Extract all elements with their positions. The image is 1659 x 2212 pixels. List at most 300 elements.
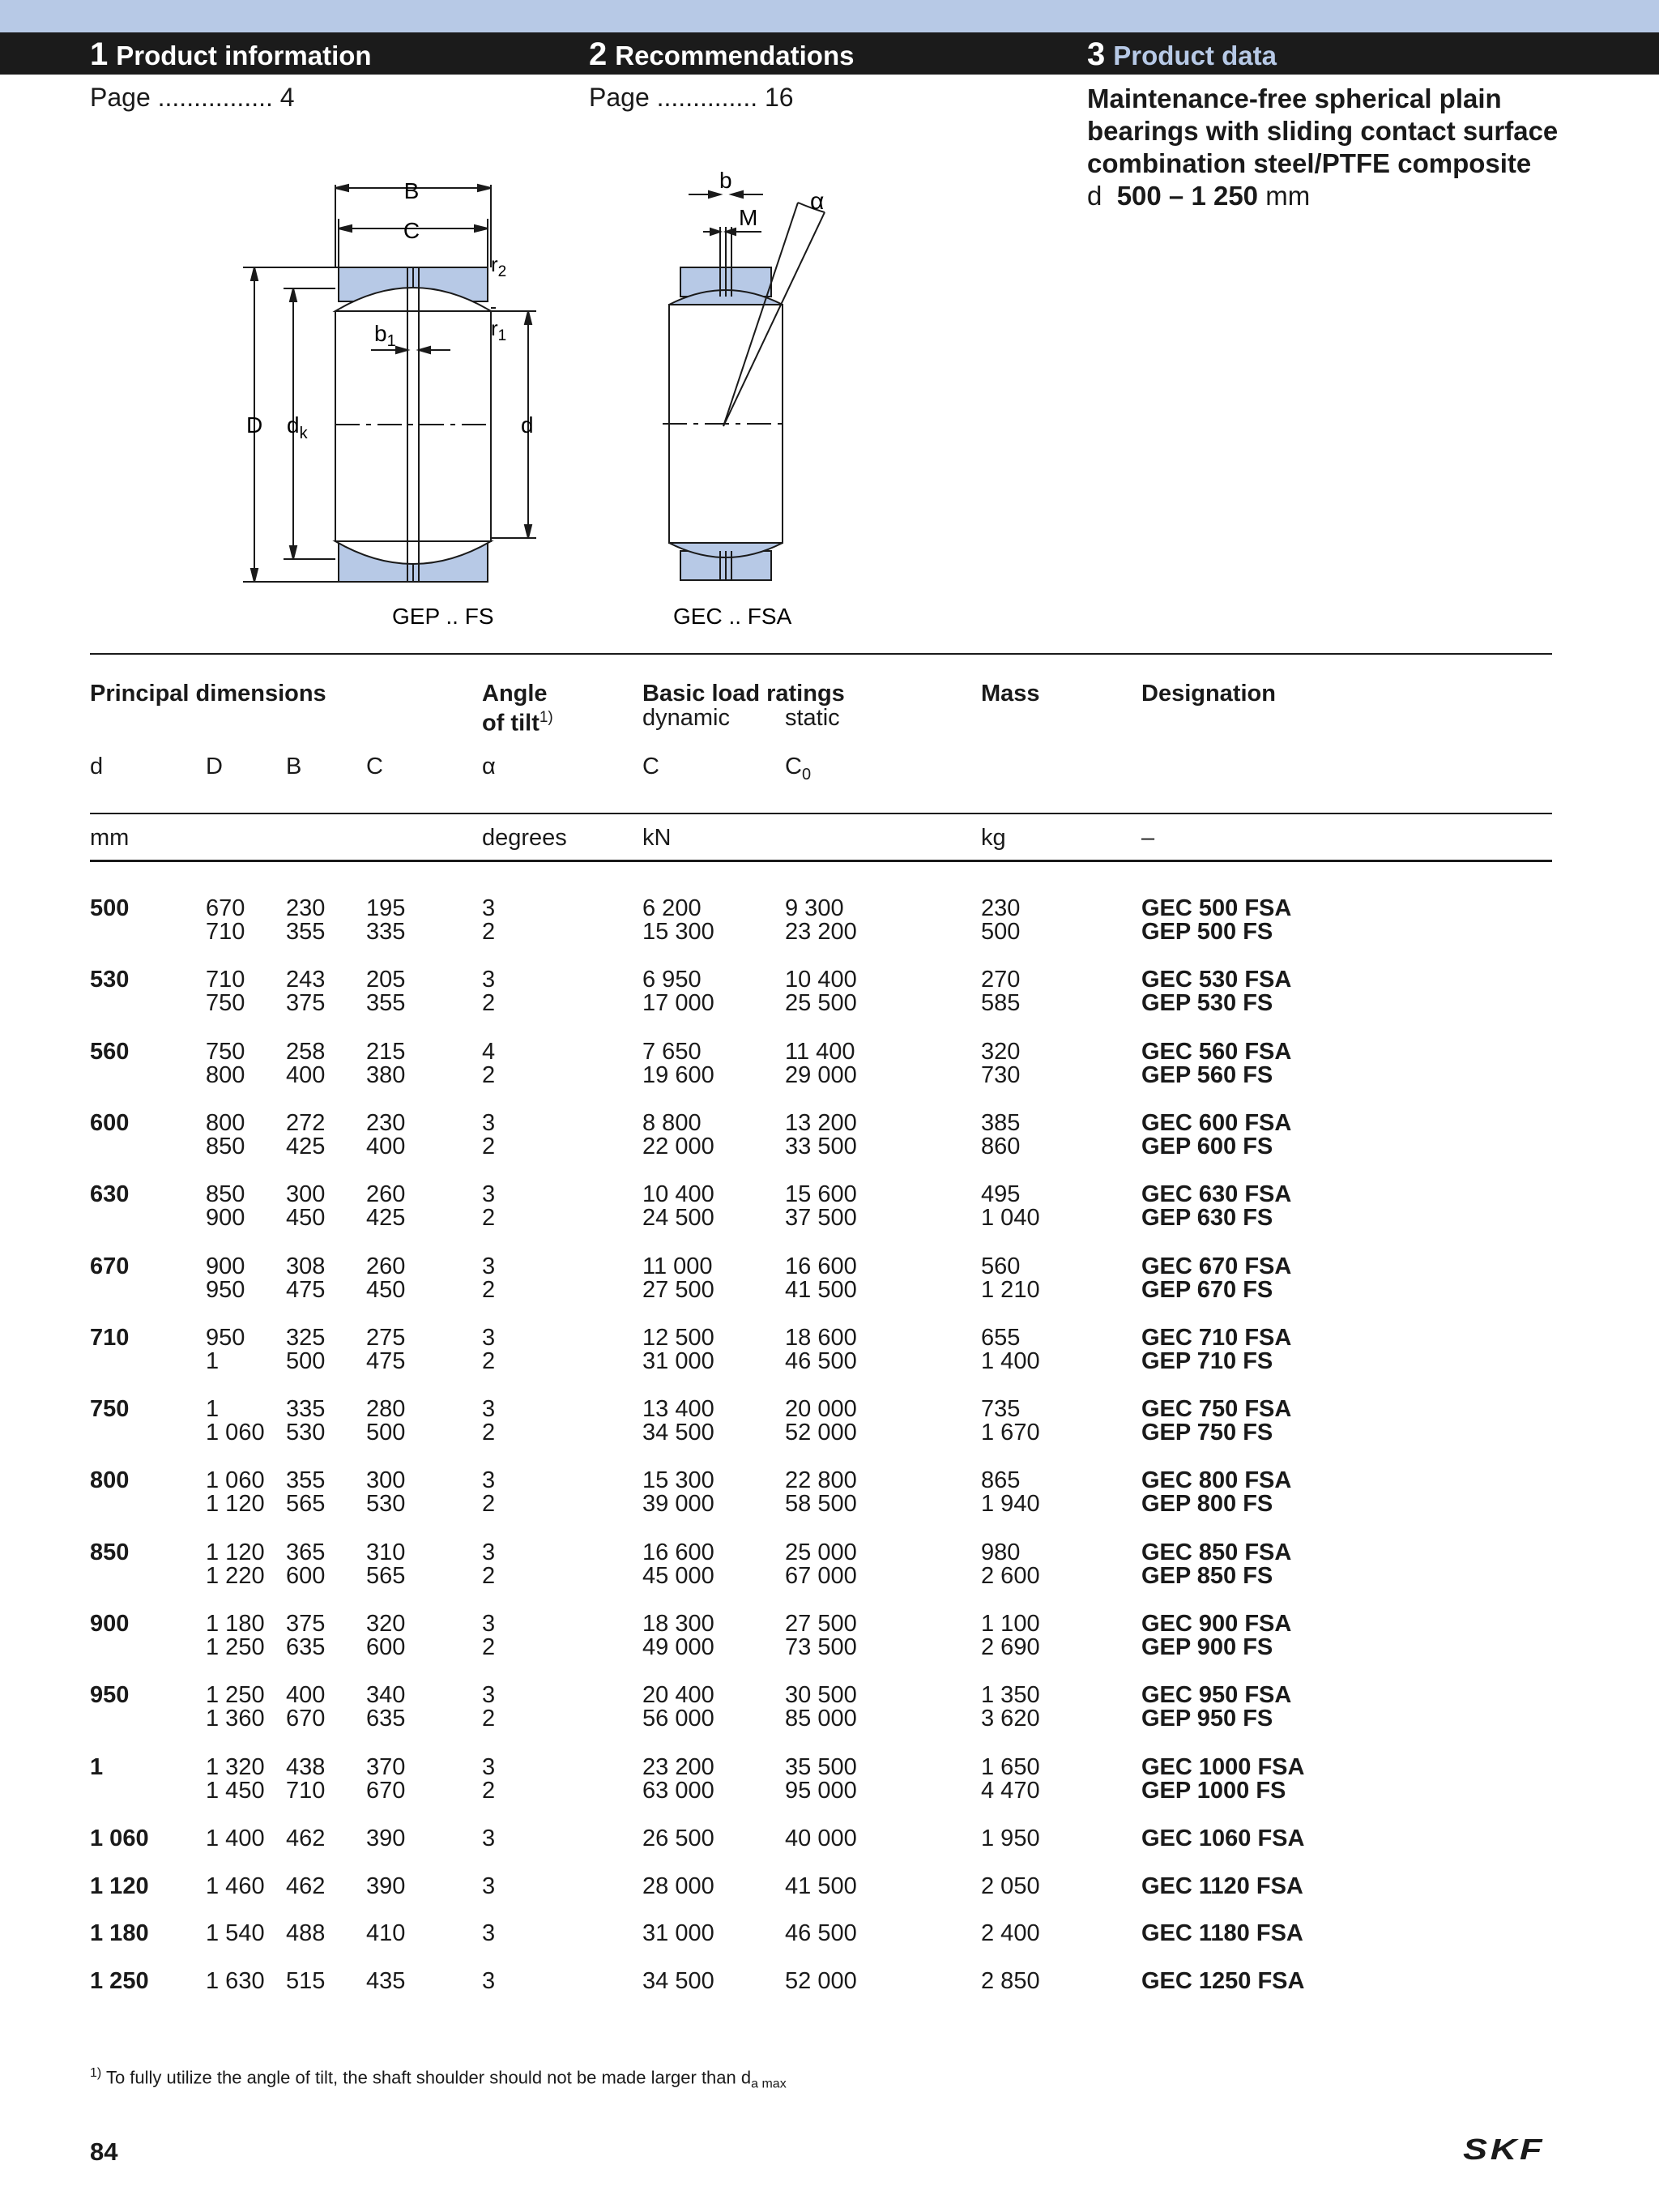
- cell-angle-of-tilt: 3: [482, 1253, 496, 1279]
- range-prefix: d: [1087, 181, 1102, 211]
- cell-designation: GEP 900 FS: [1141, 1634, 1273, 1660]
- cell-outer-diameter-D: 1 250: [206, 1682, 265, 1709]
- range-value: 500 – 1 250: [1116, 181, 1259, 211]
- cell-angle-of-tilt: 3: [482, 1181, 496, 1208]
- cell-dynamic-load: 17 000: [642, 990, 714, 1017]
- cell-designation: GEC 500 FSA: [1141, 895, 1292, 921]
- cell-width-C: 390: [366, 1825, 406, 1851]
- cell-angle-of-tilt: 2: [482, 1420, 496, 1446]
- cell-width-C: 450: [366, 1276, 406, 1303]
- cell-angle-of-tilt: 2: [482, 1491, 496, 1518]
- cell-static-load: 18 600: [785, 1324, 857, 1351]
- cell-outer-diameter-D: 1 060: [206, 1467, 265, 1494]
- cell-static-load: 10 400: [785, 967, 857, 993]
- cell-outer-diameter-D: 1 400: [206, 1825, 265, 1851]
- cell-dynamic-load: 6 950: [642, 967, 702, 993]
- cell-width-B: 355: [286, 919, 326, 945]
- top-color-band: [0, 0, 1659, 32]
- cell-width-C: 370: [366, 1753, 406, 1780]
- cell-bore-diameter-d: 530: [90, 967, 130, 993]
- nav-section-recommendations[interactable]: [589, 32, 854, 75]
- cell-designation: GEP 1000 FS: [1141, 1777, 1286, 1804]
- cell-width-C: 635: [366, 1706, 406, 1732]
- cell-mass: 2 400: [981, 1920, 1040, 1947]
- cell-width-C: 320: [366, 1611, 406, 1637]
- cell-width-C: 260: [366, 1181, 406, 1208]
- label-b1: $b_1$: [374, 321, 396, 350]
- footnote-subscript: a max: [751, 2077, 787, 2091]
- cell-bore-diameter-d: 500: [90, 895, 130, 921]
- cell-mass: 270: [981, 967, 1021, 993]
- nav-section-product-information[interactable]: [90, 32, 372, 75]
- cell-angle-of-tilt: 2: [482, 1562, 496, 1589]
- cell-designation: GEC 750 FSA: [1141, 1396, 1292, 1423]
- cell-outer-diameter-D: 1 180: [206, 1611, 265, 1637]
- cell-outer-diameter-D: 670: [206, 895, 245, 921]
- cell-width-C: 205: [366, 967, 406, 993]
- cell-bore-diameter-d: 750: [90, 1396, 130, 1423]
- nav-number: 3: [1087, 36, 1106, 72]
- cell-static-load: 35 500: [785, 1753, 857, 1780]
- cell-outer-diameter-D: 1 450: [206, 1777, 265, 1804]
- cell-outer-diameter-D: 900: [206, 1253, 245, 1279]
- cell-mass: 2 050: [981, 1873, 1040, 1899]
- label-M: M: [739, 205, 758, 230]
- cell-dynamic-load: 39 000: [642, 1491, 714, 1518]
- cell-mass: 1 350: [981, 1682, 1040, 1709]
- cell-dynamic-load: 23 200: [642, 1753, 714, 1780]
- page-number: 4: [279, 83, 295, 112]
- cell-designation: GEC 630 FSA: [1141, 1181, 1292, 1208]
- cell-designation: GEC 1250 FSA: [1141, 1968, 1305, 1994]
- cell-static-load: 25 500: [785, 990, 857, 1017]
- cell-width-C: 500: [366, 1420, 406, 1446]
- cell-designation: GEC 1180 FSA: [1141, 1920, 1303, 1947]
- cell-dynamic-load: 6 200: [642, 895, 702, 921]
- cell-static-load: 52 000: [785, 1420, 857, 1446]
- cell-dynamic-load: 15 300: [642, 1467, 714, 1494]
- label-alpha: α: [810, 188, 825, 215]
- cell-width-B: 462: [286, 1873, 326, 1899]
- symbol-C-dynamic: C: [642, 754, 659, 779]
- page-number: 16: [764, 83, 794, 112]
- cell-static-load: 95 000: [785, 1777, 857, 1804]
- header-designation: Designation: [1141, 681, 1276, 707]
- cell-outer-diameter-D: 1 460: [206, 1873, 265, 1899]
- cell-bore-diameter-d: 1: [90, 1753, 104, 1780]
- caption-gec-fsa: GEC .. FSA: [673, 604, 792, 629]
- cell-mass: 495: [981, 1181, 1021, 1208]
- cell-outer-diameter-D: 710: [206, 967, 245, 993]
- label-r1: $r_1$: [491, 316, 507, 344]
- cell-width-C: 475: [366, 1347, 406, 1374]
- cell-angle-of-tilt: 3: [482, 1109, 496, 1136]
- cell-outer-diameter-D: 1 250: [206, 1634, 265, 1660]
- divider-units-top: [90, 813, 1552, 814]
- cell-angle-of-tilt: 2: [482, 1133, 496, 1159]
- page-label: Page: [90, 83, 151, 112]
- cell-outer-diameter-D: 1 120: [206, 1539, 265, 1565]
- cell-bore-diameter-d: 1 120: [90, 1873, 149, 1899]
- cell-dynamic-load: 26 500: [642, 1825, 714, 1851]
- cell-designation: GEC 1120 FSA: [1141, 1873, 1303, 1899]
- cell-mass: 320: [981, 1038, 1021, 1065]
- cell-width-C: 425: [366, 1205, 406, 1232]
- header-mass: Mass: [981, 681, 1040, 707]
- cell-mass: 735: [981, 1396, 1021, 1423]
- cell-designation: GEP 560 FS: [1141, 1061, 1273, 1088]
- divider-top: [90, 653, 1552, 655]
- cell-angle-of-tilt: 3: [482, 1396, 496, 1423]
- cell-static-load: 85 000: [785, 1706, 857, 1732]
- cell-bore-diameter-d: 1 060: [90, 1825, 149, 1851]
- unit-degrees: degrees: [482, 825, 567, 851]
- cell-angle-of-tilt: 4: [482, 1038, 496, 1065]
- unit-kN: kN: [642, 825, 672, 851]
- cell-width-B: 488: [286, 1920, 326, 1947]
- cell-dynamic-load: 11 000: [642, 1253, 713, 1279]
- cell-outer-diameter-D: 1 060: [206, 1420, 265, 1446]
- symbol-alpha: α: [482, 754, 496, 779]
- cell-dynamic-load: 19 600: [642, 1061, 714, 1088]
- cell-mass: 500: [981, 919, 1021, 945]
- cell-width-B: 258: [286, 1038, 326, 1065]
- cell-dynamic-load: 22 000: [642, 1133, 714, 1159]
- cell-width-B: 400: [286, 1061, 326, 1088]
- label-r2: $r_2$: [491, 252, 507, 280]
- cell-angle-of-tilt: 2: [482, 919, 496, 945]
- nav-section-product-data[interactable]: [1087, 32, 1277, 75]
- cell-static-load: 52 000: [785, 1968, 857, 1994]
- cell-designation: GEC 530 FSA: [1141, 967, 1292, 993]
- nav-page-ref-recommendations[interactable]: [589, 83, 794, 113]
- symbol-B: B: [286, 754, 302, 779]
- nav-page-ref-product-information[interactable]: [90, 83, 295, 113]
- cell-mass: 1 210: [981, 1276, 1040, 1303]
- cell-angle-of-tilt: 2: [482, 990, 496, 1017]
- cell-angle-of-tilt: 3: [482, 1968, 496, 1994]
- symbol-C0-text: C: [785, 754, 802, 779]
- cell-mass: 655: [981, 1324, 1021, 1351]
- footnote-text: To fully utilize the angle of tilt, the shaft shoulder should not be made larger than d: [105, 2067, 752, 2088]
- cell-outer-diameter-D: 1 220: [206, 1562, 265, 1589]
- cell-width-C: 260: [366, 1253, 406, 1279]
- cell-angle-of-tilt: 3: [482, 1324, 496, 1351]
- header-basic-load-ratings: Basic load ratings: [642, 681, 845, 707]
- bearing-drawings: [0, 162, 891, 640]
- cell-dynamic-load: 45 000: [642, 1562, 714, 1589]
- cell-width-C: 335: [366, 919, 406, 945]
- cell-mass: 230: [981, 895, 1021, 921]
- cell-outer-diameter-D: 850: [206, 1181, 245, 1208]
- cell-designation: GEP 750 FS: [1141, 1420, 1273, 1446]
- cell-angle-of-tilt: 2: [482, 1634, 496, 1660]
- cell-width-C: 340: [366, 1682, 406, 1709]
- cell-outer-diameter-D: 1 360: [206, 1706, 265, 1732]
- cell-mass: 2 690: [981, 1634, 1040, 1660]
- cell-width-C: 280: [366, 1396, 406, 1423]
- cell-angle-of-tilt: 3: [482, 967, 496, 993]
- cell-designation: GEC 1060 FSA: [1141, 1825, 1305, 1851]
- header-principal-dimensions: Principal dimensions: [90, 681, 326, 707]
- cell-width-B: 600: [286, 1562, 326, 1589]
- cell-dynamic-load: 16 600: [642, 1539, 714, 1565]
- cell-width-B: 500: [286, 1347, 326, 1374]
- cell-designation: GEP 850 FS: [1141, 1562, 1273, 1589]
- cell-outer-diameter-D: 750: [206, 990, 245, 1017]
- cell-mass: 1 100: [981, 1611, 1040, 1637]
- cell-bore-diameter-d: 670: [90, 1253, 130, 1279]
- cell-width-B: 565: [286, 1491, 326, 1518]
- cell-width-B: 425: [286, 1133, 326, 1159]
- cell-dynamic-load: 13 400: [642, 1396, 714, 1423]
- cell-static-load: 25 000: [785, 1539, 857, 1565]
- cell-width-B: 272: [286, 1109, 326, 1136]
- cell-mass: 1 400: [981, 1347, 1040, 1374]
- cell-mass: 1 940: [981, 1491, 1040, 1518]
- cell-width-B: 635: [286, 1634, 326, 1660]
- cell-angle-of-tilt: 2: [482, 1347, 496, 1374]
- cell-mass: 730: [981, 1061, 1021, 1088]
- cell-outer-diameter-D: 850: [206, 1133, 245, 1159]
- cell-designation: GEP 710 FS: [1141, 1347, 1273, 1374]
- cell-outer-diameter-D: 950: [206, 1276, 245, 1303]
- cell-mass: 860: [981, 1133, 1021, 1159]
- cell-outer-diameter-D: 1 540: [206, 1920, 265, 1947]
- cell-mass: 385: [981, 1109, 1021, 1136]
- cell-dynamic-load: 34 500: [642, 1968, 714, 1994]
- cell-static-load: 41 500: [785, 1873, 857, 1899]
- cell-width-B: 355: [286, 1467, 326, 1494]
- cell-width-C: 355: [366, 990, 406, 1017]
- header-angle: Angle: [482, 681, 548, 707]
- cell-angle-of-tilt: 3: [482, 1920, 496, 1947]
- product-size-range: [1087, 180, 1310, 212]
- cell-width-B: 515: [286, 1968, 326, 1994]
- cell-width-B: 365: [286, 1539, 326, 1565]
- cell-angle-of-tilt: 3: [482, 1611, 496, 1637]
- cell-width-B: 450: [286, 1205, 326, 1232]
- footnote-ref: 1): [539, 709, 553, 726]
- cell-static-load: 22 800: [785, 1467, 857, 1494]
- cell-width-C: 380: [366, 1061, 406, 1088]
- cell-dynamic-load: 27 500: [642, 1276, 714, 1303]
- cell-width-C: 230: [366, 1109, 406, 1136]
- cell-angle-of-tilt: 3: [482, 1539, 496, 1565]
- cell-width-C: 410: [366, 1920, 406, 1947]
- cell-width-C: 275: [366, 1324, 406, 1351]
- nav-number: 2: [589, 36, 608, 72]
- cell-designation: GEC 670 FSA: [1141, 1253, 1292, 1279]
- cell-dynamic-load: 24 500: [642, 1205, 714, 1232]
- symbol-D: D: [206, 754, 223, 779]
- cell-designation: GEP 500 FS: [1141, 919, 1273, 945]
- label-B: B: [403, 178, 420, 203]
- cell-static-load: 11 400: [785, 1038, 855, 1065]
- cell-width-B: 335: [286, 1396, 326, 1423]
- cell-mass: 3 620: [981, 1706, 1040, 1732]
- cell-width-B: 375: [286, 990, 326, 1017]
- cell-static-load: 15 600: [785, 1181, 857, 1208]
- cell-width-C: 530: [366, 1491, 406, 1518]
- cell-angle-of-tilt: 2: [482, 1061, 496, 1088]
- cell-width-C: 215: [366, 1038, 406, 1065]
- symbol-C0: [785, 754, 811, 787]
- page-label: Page: [589, 83, 650, 112]
- drawing-gec-fsa: [663, 191, 825, 580]
- cell-width-C: 565: [366, 1562, 406, 1589]
- label-dk: $d_k$: [287, 412, 308, 442]
- label-b: b: [719, 168, 732, 193]
- cell-designation: GEC 1000 FSA: [1141, 1753, 1305, 1780]
- cell-width-B: 325: [286, 1324, 326, 1351]
- cell-angle-of-tilt: 3: [482, 895, 496, 921]
- page-number: 84: [90, 2137, 118, 2166]
- label-d: d: [521, 412, 534, 438]
- cell-designation: GEP 530 FS: [1141, 990, 1273, 1017]
- cell-bore-diameter-d: 850: [90, 1539, 130, 1565]
- symbol-C: C: [366, 754, 383, 779]
- cell-angle-of-tilt: 3: [482, 1682, 496, 1709]
- cell-width-B: 670: [286, 1706, 326, 1732]
- nav-label: Product information: [116, 41, 372, 70]
- cell-static-load: 58 500: [785, 1491, 857, 1518]
- cell-width-B: 230: [286, 895, 326, 921]
- cell-static-load: 20 000: [785, 1396, 857, 1423]
- cell-angle-of-tilt: 3: [482, 1753, 496, 1780]
- cell-outer-diameter-D: 1 630: [206, 1968, 265, 1994]
- cell-width-C: 670: [366, 1777, 406, 1804]
- cell-static-load: 13 200: [785, 1109, 857, 1136]
- cell-mass: 2 850: [981, 1968, 1040, 1994]
- cell-static-load: 37 500: [785, 1205, 857, 1232]
- cell-dynamic-load: 49 000: [642, 1634, 714, 1660]
- cell-dynamic-load: 18 300: [642, 1611, 714, 1637]
- caption-gep-fs: GEP .. FS: [392, 604, 494, 629]
- label-D: D: [246, 412, 263, 438]
- cell-dynamic-load: 8 800: [642, 1109, 702, 1136]
- cell-designation: GEP 600 FS: [1141, 1133, 1273, 1159]
- cell-bore-diameter-d: 950: [90, 1682, 130, 1709]
- cell-designation: GEC 800 FSA: [1141, 1467, 1292, 1494]
- footnote-marker: 1): [90, 2066, 102, 2080]
- cell-dynamic-load: 28 000: [642, 1873, 714, 1899]
- cell-width-C: 300: [366, 1467, 406, 1494]
- cell-angle-of-tilt: 2: [482, 1706, 496, 1732]
- unit-mm: mm: [90, 825, 130, 851]
- cell-angle-of-tilt: 2: [482, 1205, 496, 1232]
- cell-static-load: 73 500: [785, 1634, 857, 1660]
- cell-static-load: 23 200: [785, 919, 857, 945]
- header-of-tilt: [482, 706, 553, 736]
- cell-width-B: 710: [286, 1777, 326, 1804]
- cell-outer-diameter-D: 1 120: [206, 1491, 265, 1518]
- cell-width-B: 243: [286, 967, 326, 993]
- cell-static-load: 40 000: [785, 1825, 857, 1851]
- unit-kg: kg: [981, 825, 1006, 851]
- cell-outer-diameter-D: 900: [206, 1205, 245, 1232]
- cell-dynamic-load: 15 300: [642, 919, 714, 945]
- cell-bore-diameter-d: 630: [90, 1181, 130, 1208]
- cell-static-load: 33 500: [785, 1133, 857, 1159]
- cell-outer-diameter-D: 800: [206, 1061, 245, 1088]
- cell-mass: 1 670: [981, 1420, 1040, 1446]
- cell-width-B: 300: [286, 1181, 326, 1208]
- cell-designation: GEC 950 FSA: [1141, 1682, 1292, 1709]
- cell-outer-diameter-D: 750: [206, 1038, 245, 1065]
- cell-mass: 560: [981, 1253, 1021, 1279]
- page-dots: ..............: [656, 83, 758, 112]
- cell-static-load: 41 500: [785, 1276, 857, 1303]
- page-dots: ................: [157, 83, 273, 112]
- cell-angle-of-tilt: 2: [482, 1276, 496, 1303]
- cell-outer-diameter-D: 710: [206, 919, 245, 945]
- cell-width-B: 530: [286, 1420, 326, 1446]
- cell-width-B: 438: [286, 1753, 326, 1780]
- cell-outer-diameter-D: 950: [206, 1324, 245, 1351]
- nav-label: Product data: [1113, 41, 1277, 70]
- cell-designation: GEP 800 FS: [1141, 1491, 1273, 1518]
- header-of-tilt-text: of tilt: [482, 710, 539, 737]
- cell-bore-diameter-d: 1 180: [90, 1920, 149, 1947]
- nav-label: Recommendations: [615, 41, 855, 70]
- cell-mass: 980: [981, 1539, 1021, 1565]
- cell-dynamic-load: 12 500: [642, 1324, 714, 1351]
- cell-bore-diameter-d: 600: [90, 1109, 130, 1136]
- cell-width-C: 435: [366, 1968, 406, 1994]
- cell-designation: GEP 670 FS: [1141, 1276, 1273, 1303]
- cell-static-load: 16 600: [785, 1253, 857, 1279]
- cell-mass: 865: [981, 1467, 1021, 1494]
- cell-width-C: 310: [366, 1539, 406, 1565]
- cell-static-load: 46 500: [785, 1920, 857, 1947]
- cell-outer-diameter-D: 1: [206, 1396, 220, 1423]
- cell-static-load: 9 300: [785, 895, 844, 921]
- cell-width-B: 462: [286, 1825, 326, 1851]
- skf-logo: SKF: [1463, 2133, 1546, 2166]
- cell-outer-diameter-D: 800: [206, 1109, 245, 1136]
- cell-designation: GEC 710 FSA: [1141, 1324, 1292, 1351]
- drawing-gep-fs: [243, 185, 536, 582]
- cell-designation: GEC 900 FSA: [1141, 1611, 1292, 1637]
- cell-dynamic-load: 63 000: [642, 1777, 714, 1804]
- cell-designation: GEC 560 FSA: [1141, 1038, 1292, 1065]
- section-nav-bar: [0, 32, 1659, 75]
- cell-mass: 4 470: [981, 1777, 1040, 1804]
- cell-bore-diameter-d: 1 250: [90, 1968, 149, 1994]
- footnote: [90, 2066, 787, 2092]
- cell-mass: 1 040: [981, 1205, 1040, 1232]
- cell-dynamic-load: 7 650: [642, 1038, 702, 1065]
- cell-dynamic-load: 20 400: [642, 1682, 714, 1709]
- symbol-C0-sub: 0: [801, 765, 812, 784]
- cell-static-load: 29 000: [785, 1061, 857, 1088]
- nav-number: 1: [90, 36, 109, 72]
- cell-dynamic-load: 10 400: [642, 1181, 714, 1208]
- cell-width-B: 308: [286, 1253, 326, 1279]
- header-static: static: [785, 705, 840, 731]
- cell-static-load: 27 500: [785, 1611, 857, 1637]
- cell-width-C: 600: [366, 1634, 406, 1660]
- cell-bore-diameter-d: 710: [90, 1324, 130, 1351]
- cell-dynamic-load: 31 000: [642, 1347, 714, 1374]
- cell-mass: 1 650: [981, 1753, 1040, 1780]
- cell-bore-diameter-d: 900: [90, 1611, 130, 1637]
- cell-angle-of-tilt: 3: [482, 1825, 496, 1851]
- label-C: C: [403, 218, 420, 243]
- cell-bore-diameter-d: 800: [90, 1467, 130, 1494]
- cell-designation: GEC 850 FSA: [1141, 1539, 1292, 1565]
